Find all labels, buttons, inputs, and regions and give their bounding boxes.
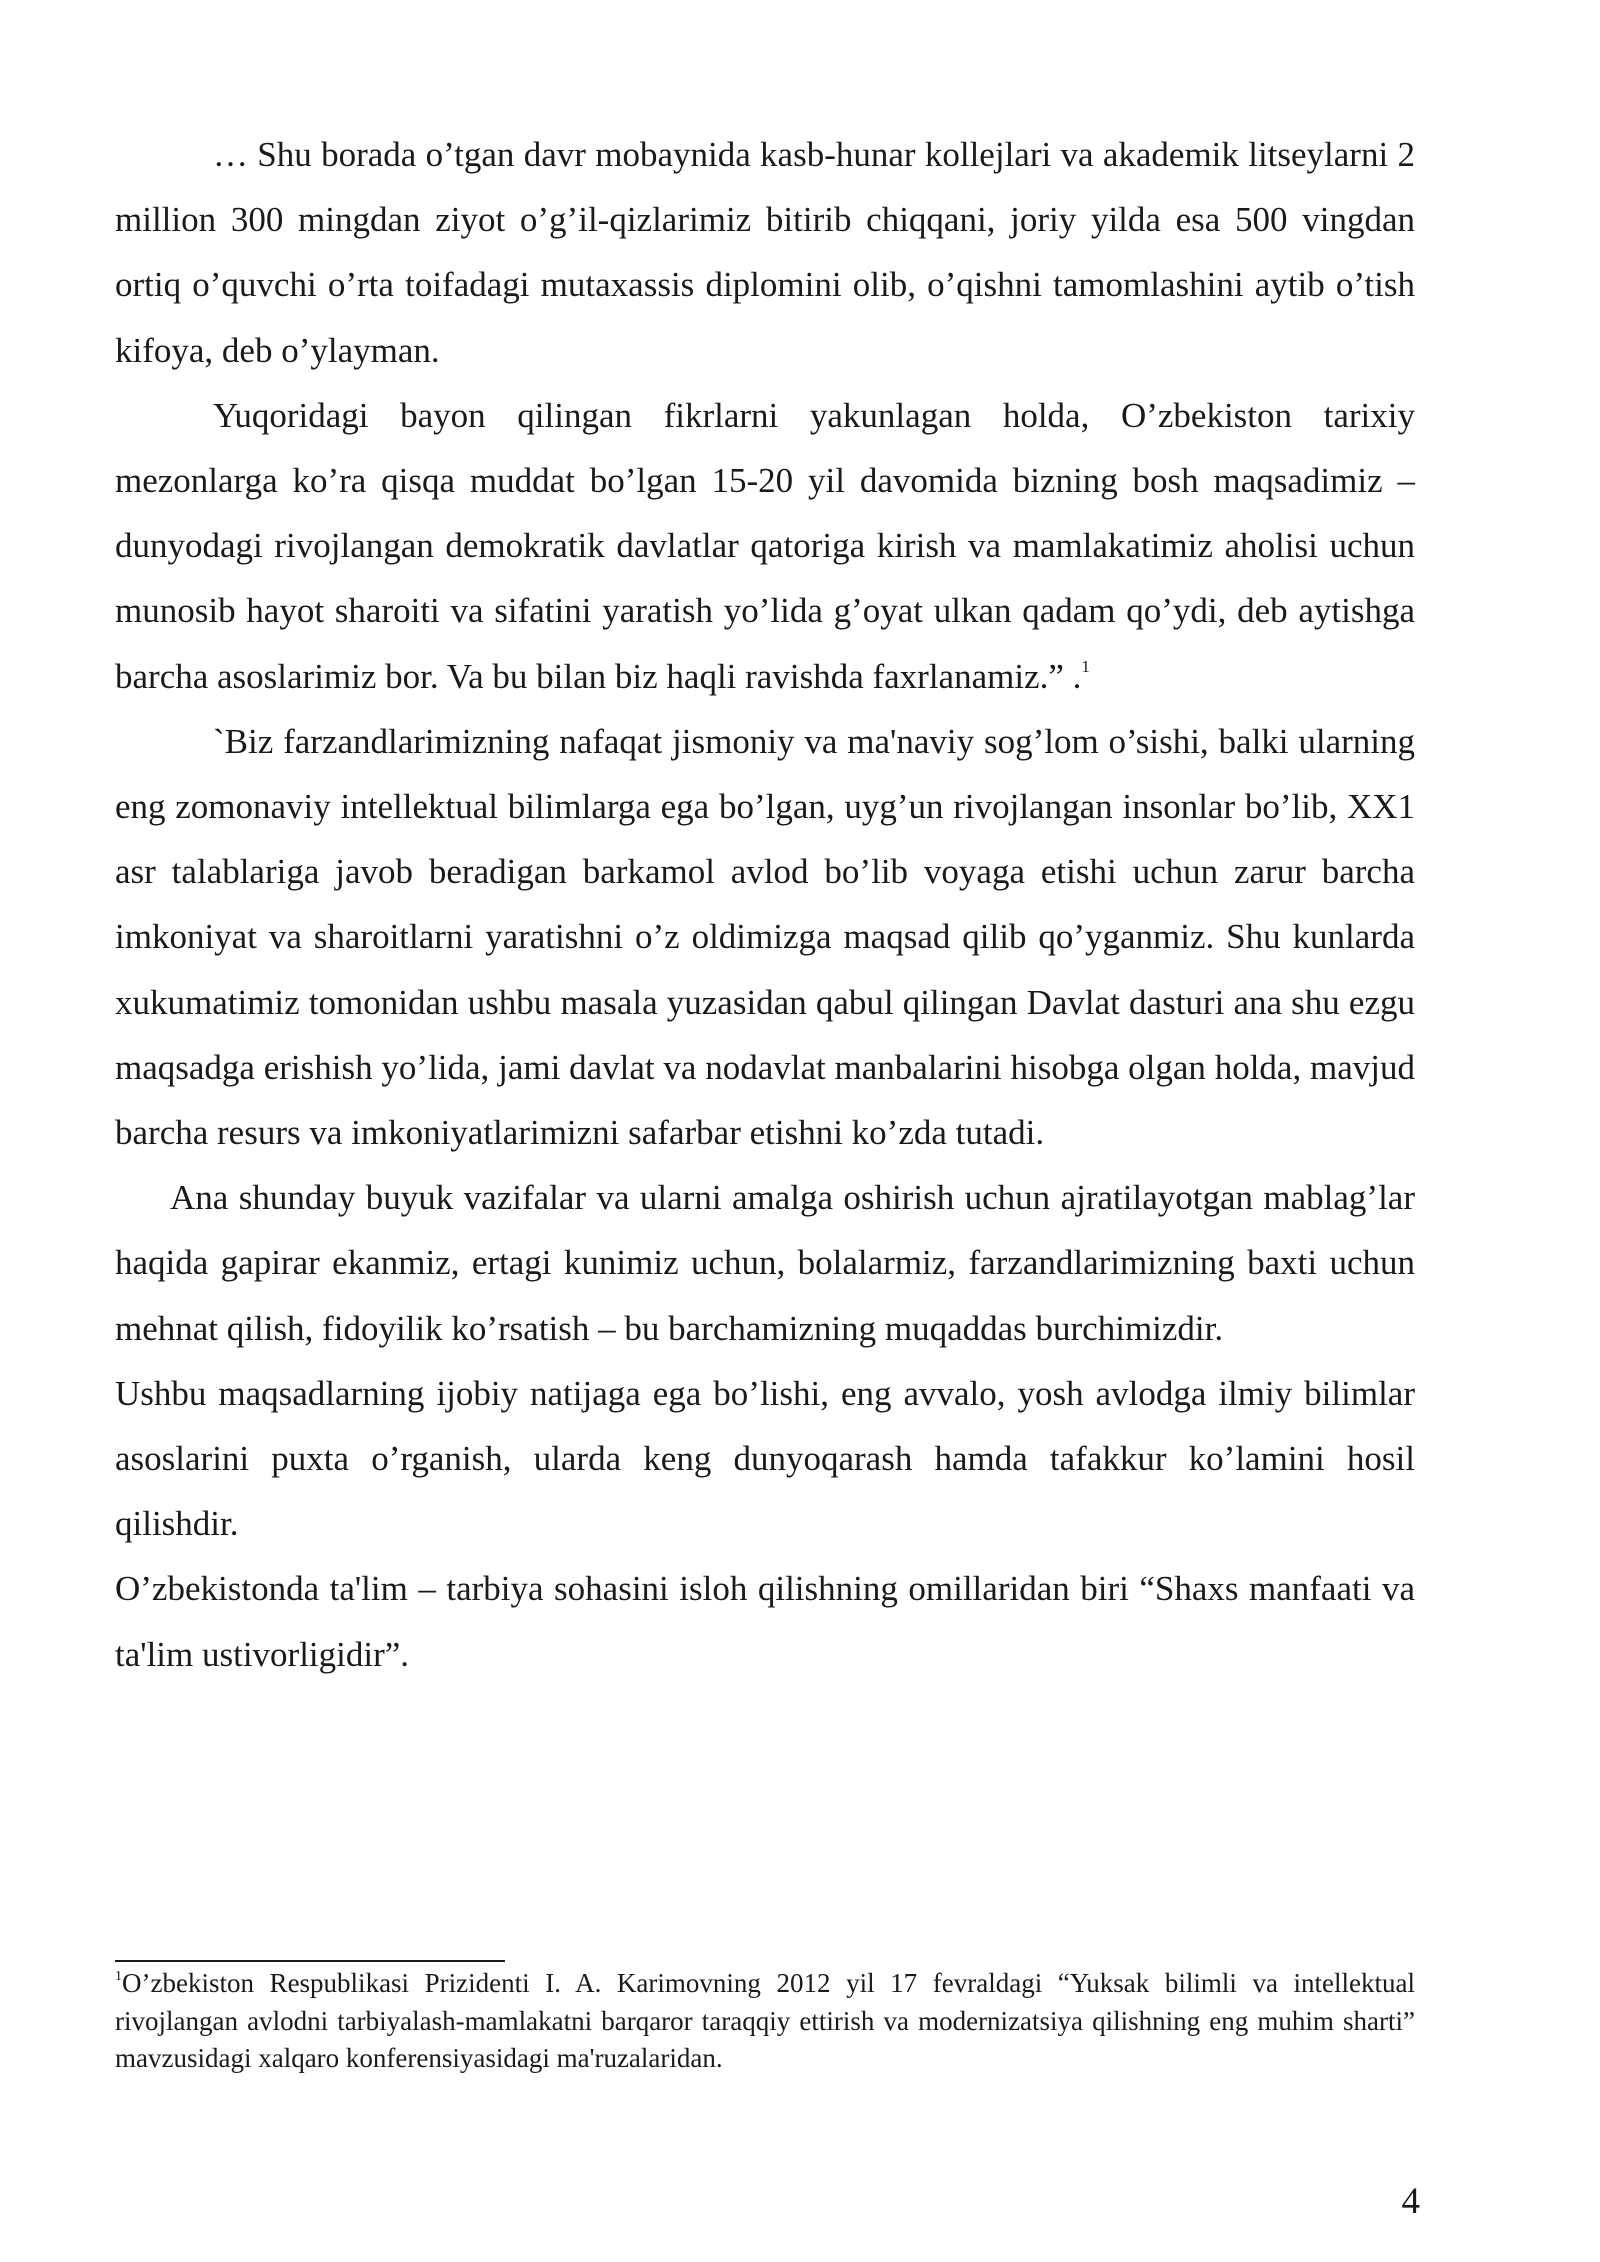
footnote-marker: 1: [115, 1969, 122, 1984]
footnote-text: O’zbekiston Respublikasi Prizidenti I. A. Karimovning 2012 yil 17 fevraldagi “Yuksak bilimli va intellektual rivojlangan avlodni tarbiyalash-mamlakatni barqaror taraqqiy ettirish va modernizatsiya qilishning eng muhim sharti” mavzusidagi xalqaro konferensiyasidagi ma'ruzalaridan.: [115, 1968, 1415, 2073]
paragraph-2: [115, 383, 1415, 709]
footnote-separator: [115, 1960, 505, 1962]
paragraph-5: Ushbu maqsadlarning ijobiy natijaga ega bo’lishi, eng avvalo, yosh avlodga ilmiy bilimlar asoslarini puxta o’rganish, ularda keng dunyoqarash hamda tafakkur ko’lamini hosil qilishdir.: [115, 1373, 1415, 1544]
footnote-reference[interactable]: 1: [1081, 656, 1090, 676]
body-text: [115, 122, 1415, 1687]
paragraph-1: … Shu borada o’tgan davr mobaynida kasb-hunar kollejlari va akademik litseylarni 2 million 300 mingdan ziyot o’g’il-qizlarimiz bitirib chiqqani, joriy yilda esa 500 vingdan ortiq o’quvchi o’rta toifadagi mutaxassis diplomini olib, o’qishni tamomlashini aytib o’tish kifoya, deb o’ylayman.: [115, 135, 1415, 370]
footnote: [115, 1965, 1415, 2078]
paragraph-6: O’zbekistonda ta'lim – tarbiya sohasini isloh qilishning omillaridan biri “Shaxs manfaati va ta'lim ustivorligidir”.: [115, 1569, 1415, 1674]
page-number: 4: [1401, 2181, 1420, 2222]
paragraph-3: `Biz farzandlarimizning nafaqat jismoniy va ma'naviy sog’lom o’sishi, balki ularning eng zomonaviy intellektual bilimlarga ega bo’lgan, uyg’un rivojlangan insonlar bo’lib, XX1 asr talablariga javob beradigan barkamol avlod bo’lib voyaga etishi uchun zarur barcha imkoniyat va sharoitlarni yaratishni o’z oldimizga maqsad qilib qo’yganmiz. Shu kunlarda xukumatimiz tomonidan ushbu masala yuzasidan qabul qilingan Davlat dasturi ana shu ezgu maqsadga erishish yo’lida, jami davlat va nodavlat manbalarini hisobga olgan holda, mavjud barcha resurs va imkoniyatlarimizni safarbar etishni ko’zda tutadi.: [115, 721, 1415, 1153]
paragraph-2-text: Yuqoridagi bayon qilingan fikrlarni yakunlagan holda, O’zbekiston tarixiy mezonlarga ko’ra qisqa muddat bo’lgan 15-20 yil davomida bizning bosh maqsadimiz – dunyodagi rivojlangan demokratik davlatlar qatoriga kirish va mamlakatimiz aholisi uchun munosib hayot sharoiti va sifatini yaratish yo’lida g’oyat ulkan qadam qo’ydi, deb aytishga barcha asoslarimiz bor. Va bu bilan biz haqli ravishda faxrlanamiz.” .: [115, 395, 1415, 696]
paragraph-4: Ana shunday buyuk vazifalar va ularni amalga oshirish uchun ajratilayotgan mablag’lar haqida gapirar ekanmiz, ertagi kunimiz uchun, bolalarmiz, farzandlarimizning baxti uchun mehnat qilish, fidoyilik ko’rsatish – bu barchamizning muqaddas burchimizdir.: [115, 1178, 1415, 1348]
